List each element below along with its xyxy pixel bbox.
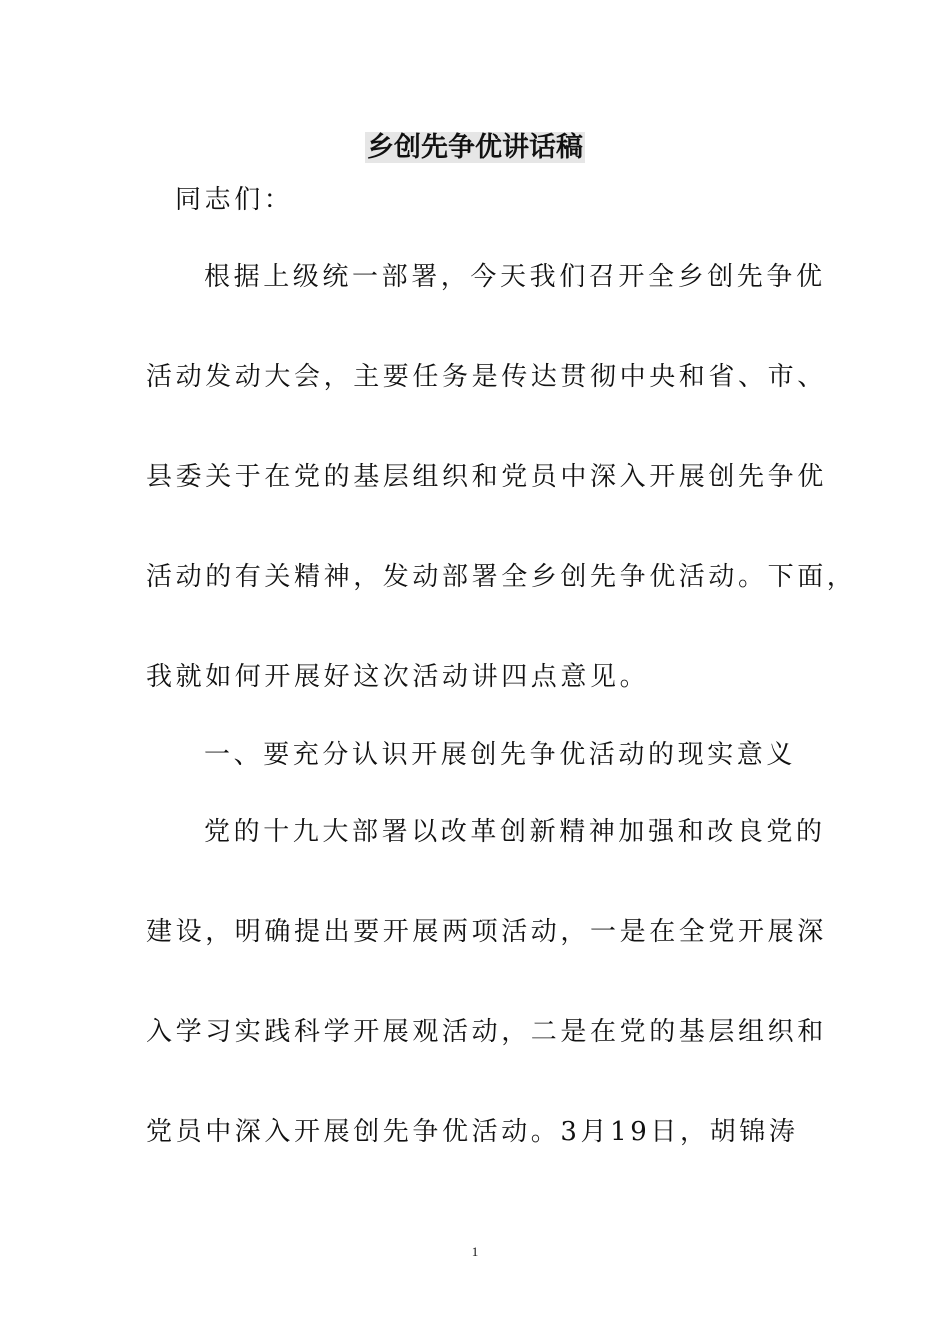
document-title [0, 128, 950, 168]
paragraph-line: 活动的有关精神，发动部署全乡创先争优活动。下面， [146, 562, 857, 592]
document-title-text: 乡创先争优讲话稿 [367, 132, 583, 163]
salutation: 同志们： [175, 185, 294, 215]
paragraph-line: 党员中深入开展创先争优活动。3月19日，胡锦涛 [146, 1117, 799, 1147]
section-heading: 一、要充分认识开展创先争优活动的现实意义 [204, 740, 797, 770]
paragraph-line: 县委关于在党的基层组织和党员中深入开展创先争优 [146, 462, 827, 492]
paragraph-line: 建设，明确提出要开展两项活动，一是在全党开展深 [146, 917, 827, 947]
paragraph-line: 根据上级统一部署，今天我们召开全乡创先争优 [204, 262, 826, 292]
page-number: 1 [471, 1244, 479, 1259]
paragraph-line: 党的十九大部署以改革创新精神加强和改良党的 [204, 817, 826, 847]
paragraph-line: 入学习实践科学开展观活动，二是在党的基层组织和 [146, 1017, 827, 1047]
paragraph-line: 我就如何开展好这次活动讲四点意见。 [146, 662, 650, 692]
paragraph-line: 活动发动大会，主要任务是传达贯彻中央和省、市、 [146, 362, 827, 392]
